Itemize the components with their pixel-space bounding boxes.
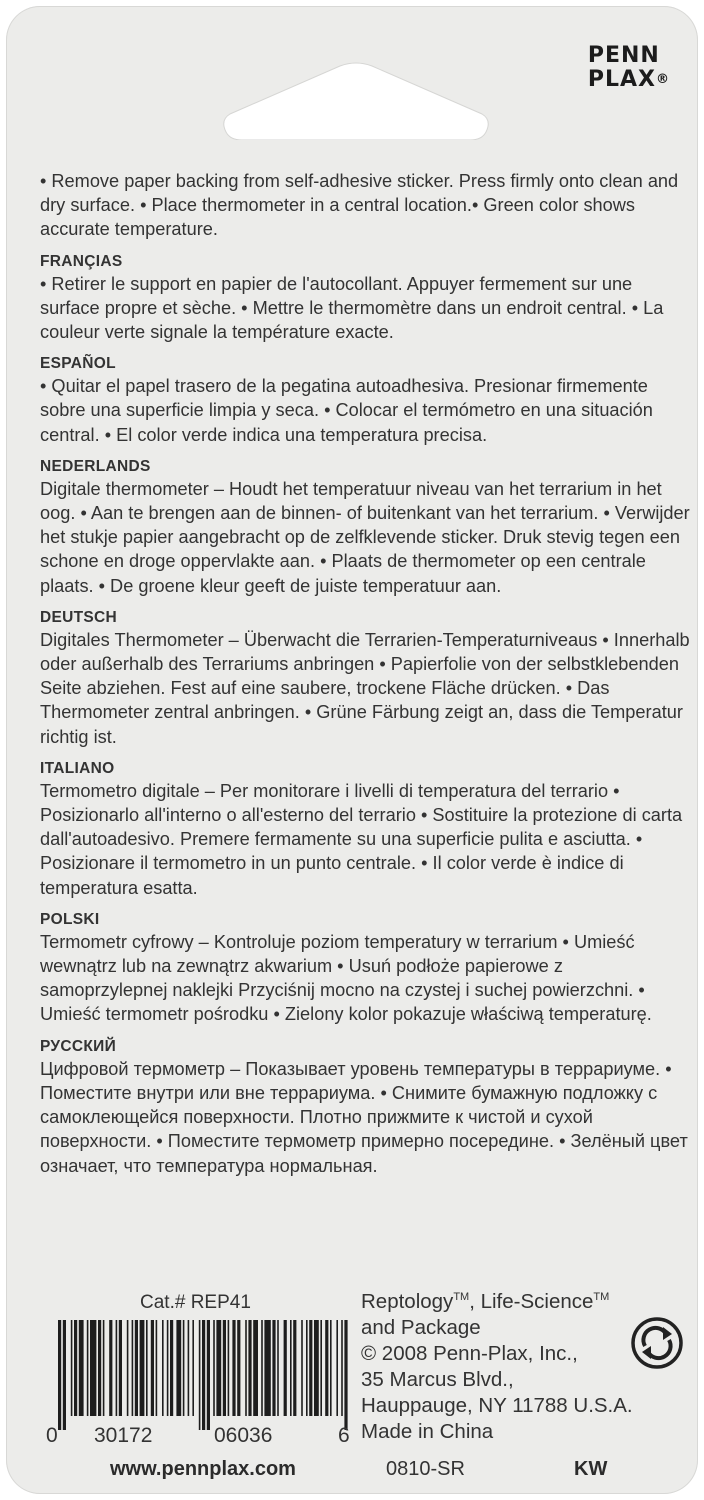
barcode-bar [325, 1320, 328, 1416]
barcode-digit-group-left: 30172 [94, 1424, 153, 1447]
barcode-bar [264, 1320, 270, 1416]
barcode-bar [98, 1320, 101, 1416]
heading-russian: РУССКИЙ [40, 1037, 117, 1055]
packaging-back-card [6, 6, 698, 1494]
barcode-bar [90, 1320, 96, 1416]
barcode-bar [330, 1320, 332, 1416]
text-dutch: Digitale thermometer – Houdt het temperatuur niveau van het terrarium in het oog. • Aan te brengen aan de binnen- of buitenkant van het terrarium. • Verwijder het stukje papier aangebracht op de zelfklevende sticker. Druk stevig tegen een schone en droge oppervlakte aan. • Plaats de thermometer op een centrale plaats. • De groene kleur geeft de juiste temperatuur aan. [40, 478, 690, 596]
copyright: © 2008 Penn-Plax, Inc., [361, 1341, 578, 1365]
logo-line-1: PENN [587, 43, 660, 68]
barcode-bar [140, 1320, 145, 1416]
address-line-1: 35 Marcus Blvd., [361, 1367, 514, 1391]
heading-dutch: NEDERLANDS [40, 457, 151, 475]
barcode-bar [156, 1320, 158, 1416]
registered-mark: ® [656, 72, 670, 87]
text-italian: Termometro digitale – Per monitorare i livelli di temperatura del terrario • Posizionarlo all'interno o all'esterno del terrario • Sostituire la protezione di carta dall'autoadesivo. Premere fermamente su una superficie pulita e asciutta. • Posizionare il termometro in un punto centrale. • Il color verde è indice di temperatura esatta. [40, 780, 683, 898]
barcode-bar [237, 1320, 240, 1416]
barcode-bar [228, 1320, 230, 1416]
barcode-bar [151, 1320, 154, 1416]
barcode-bar [232, 1320, 235, 1416]
made-in: Made in China [361, 1419, 494, 1443]
barcode-bar [202, 1320, 205, 1430]
heading-french: FRANÇIAS [40, 252, 123, 270]
barcode-bar [79, 1320, 84, 1416]
barcode-bar [87, 1320, 89, 1416]
logo-line-2: PLAX® [587, 67, 670, 92]
barcode-bar [103, 1320, 105, 1416]
barcode-bar [74, 1320, 77, 1416]
text-french: • Retirer le support en papier de l'autocollant. Appuyer fermement sur une surface propre et sèche. • Mettre le thermomètre dans un endroit central. • La couleur verte signale la température exacte. [40, 273, 664, 343]
heading-german: DEUTSCH [40, 608, 118, 626]
barcode-bar [213, 1320, 215, 1416]
barcode-bar [167, 1320, 169, 1416]
barcode-bar [207, 1320, 210, 1430]
barcode-bar [261, 1320, 263, 1416]
penn-plax-logo [588, 44, 670, 92]
legal-info [361, 1284, 633, 1445]
barcode-bar [336, 1320, 338, 1416]
barcode-bar [245, 1320, 247, 1416]
trademark-line-2: and Package [361, 1315, 481, 1339]
heading-spanish: ESPAÑOL [40, 355, 116, 373]
barcode-bar [290, 1320, 292, 1416]
barcode-bar [176, 1320, 181, 1416]
text-russian: Цифровой термометр – Показывает уровень температуры в террариуме. • Поместите внутри или вне террариума. • Снимите бумажную подложку с самоклеющейся поверхности. Плотно прижмите к чистой и сухой поверхности. • Поместите термометр примерно посередине. • Зелёный цвет означает, что температура нормальная. [40, 1058, 688, 1176]
address-line-2: Hauppauge, NY 11788 U.S.A. [361, 1393, 633, 1417]
barcode-bar [58, 1320, 61, 1430]
barcode-bar [277, 1320, 279, 1416]
barcode-bar [109, 1320, 112, 1416]
trademark-line-1: Reptology™, Life-Science™ [361, 1289, 610, 1313]
text-german: Digitales Thermometer – Überwacht die Terrarien-Temperaturniveaus • Innerhalb oder außerhalb des Terrariums anbringen • Papierfolie von der selbstklebenden Seite abziehen. Fest auf eine saubere, trockene Fläche drücken. • Das Thermometer zentral anbringen. • Grüne Färbung zeigt an, dass die Temperatur richtig ist. [40, 629, 690, 747]
text-polish: Termometr cyfrowy – Kontroluje poziom temperatury w terrarium • Umieść wewnątrz lub na zewnątrz akwarium • Usuń podłoże papierowe z samoprzylepnej naklejki Przyciśnij mocno na czystej i suchej powierzchni. • Umieść termometr pośrodku • Zielony kolor pokazuje właściwą temperaturę. [40, 931, 652, 1025]
heading-polish: POLSKI [40, 910, 100, 928]
instructions [40, 169, 690, 1178]
recycle-icon [630, 1316, 684, 1370]
barcode-bar [293, 1320, 296, 1416]
barcode-bar [216, 1320, 221, 1416]
barcode-bar [119, 1320, 122, 1416]
barcode-bar [183, 1320, 185, 1416]
barcode-bar [301, 1320, 303, 1416]
print-code: 0810-SR [386, 1458, 465, 1480]
barcode-bar [284, 1320, 287, 1416]
barcode-bar [127, 1320, 129, 1416]
kw-mark: KW [574, 1458, 608, 1480]
intro-text: • Remove paper backing from self-adhesive sticker. Press firmly onto clean and dry surface. • Place thermometer in a central location.• Green color shows accurate temperature. [40, 171, 679, 240]
barcode-bar [199, 1320, 201, 1430]
barcode-bar [272, 1320, 275, 1416]
text-spanish: • Quitar el papel trasero de la pegatina autoadhesiva. Presionar firmemente sobre una superficie limpia y seca. • Colocar el termómetro en una situación central. • El color verde indica una temperatura precisa. [40, 376, 653, 445]
heading-italian: ITALIANO [40, 759, 115, 777]
barcode-bar [71, 1320, 73, 1416]
barcode-bar [306, 1320, 308, 1416]
barcode-bar [170, 1320, 173, 1416]
barcode-bar [341, 1320, 343, 1416]
barcode-digit-first: 0 [46, 1424, 58, 1447]
barcode-digit-group-right: 06036 [214, 1424, 273, 1447]
barcode-bar [314, 1320, 319, 1416]
barcode-bar [309, 1320, 312, 1416]
barcode-bar [223, 1320, 226, 1416]
barcode-digit-last: 6 [338, 1424, 350, 1447]
website-url: www.pennplax.com [110, 1458, 296, 1480]
barcode-bar [253, 1320, 258, 1416]
barcode-bar [146, 1320, 148, 1416]
barcode-bar [63, 1320, 66, 1430]
hang-hole [220, 60, 492, 140]
barcode-bar [162, 1320, 164, 1416]
barcode-bar [320, 1320, 322, 1416]
barcode-bar [116, 1320, 118, 1416]
catalog-number: Cat.# REP41 [140, 1292, 251, 1313]
barcode-bar [248, 1320, 251, 1416]
barcode-bar [192, 1320, 194, 1416]
barcode [58, 1320, 350, 1430]
barcode-bar [132, 1320, 134, 1416]
barcode-bar [344, 1320, 347, 1430]
barcode-bar [135, 1320, 138, 1416]
barcode-bar [188, 1320, 190, 1416]
